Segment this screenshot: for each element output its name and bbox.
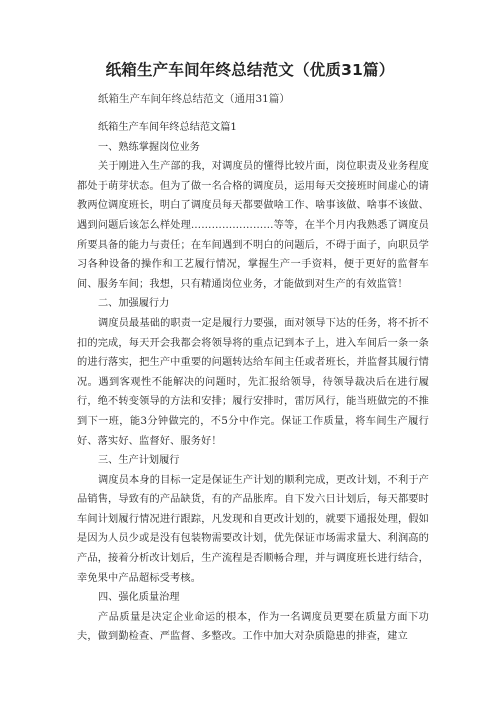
section-paragraph: 调度员本身的目标一定是保证生产计划的顺利完成，更改计划，不利于产品销售，导致有的产品缺货，有的产品胀库。自下发六日计划后，每天都要时车间计划履行情况进行跟踪，凡发现和自更改计划的，就要下通报处理，假如是因为人员少或是没有包装物需要改计划，优先保证市场需求量大、利润高的产品，接着分析改计划后，生产流程是否顺畅合理，并与调度班长进行结合，幸免果中产品超标受考核。: [77, 474, 429, 584]
section-heading: 一、熟练掌握岗位业务: [98, 141, 200, 153]
document-title: 纸箱生产车间年终总结范文（优质31篇）: [105, 61, 395, 79]
section-paragraph: 关于刚进入生产部的我，对调度员的懂得比较片面，岗位职责及业务程度都处于萌芽状态。但为了做一名合格的调度员，运用每天交接班时间虚心的请教两位调度班长，明白了调度员每天都要做啥工作、啥事该做、啥事不该做、遇到问题后该怎么样处理……………………等等，在半个月内我熟悉了调度员所要具备的能力与责任；在车间遇到不明白的问题后，不碍于面子，向职员学习各种设备的操作和工艺履行情况，掌握生产一手资料，便于更好的监督车间、服务车间；我想，只有精通岗位业务，才能做到对生产的有效监管！: [77, 161, 429, 290]
section-heading: 四、强化质量治理: [98, 592, 180, 604]
section-paragraph: 产品质量是决定企业命运的根本，作为一名调度员更要在质量方面下功夫，做到勤检查、严监督、多整改。工作中加大对杂质隐患的排查，建立: [77, 611, 429, 643]
document-body: [77, 118, 429, 647]
section-paragraph: 调度员最基础的职责一定是履行力要强，面对领导下达的任务，将不折不扣的完成，每天开会我都会将领导将的重点记到本子上，进入车间后一条一条的进行落实，把生产中重要的问题转达给车间主任或者班长，并监督其履行情况。遇到客观性不能解决的问题时，先汇报给领导，待领导裁决后在进行履行，绝不转变领导的方法和安排；履行安排时，雷厉风行，能当班做完的不推到下一班，能3分钟做完的，不5分中作完。保证工作质量，将车间生产履行好、落实好、监督好、服务好！: [77, 317, 429, 447]
document-subtitle: 纸箱生产车间年终总结范文（通用31篇）: [98, 93, 290, 105]
section-heading: 三、生产计划履行: [98, 455, 180, 467]
article-heading: 纸箱生产车间年终总结范文篇1: [98, 122, 237, 133]
section-heading: 二、加强履行力: [98, 298, 170, 310]
